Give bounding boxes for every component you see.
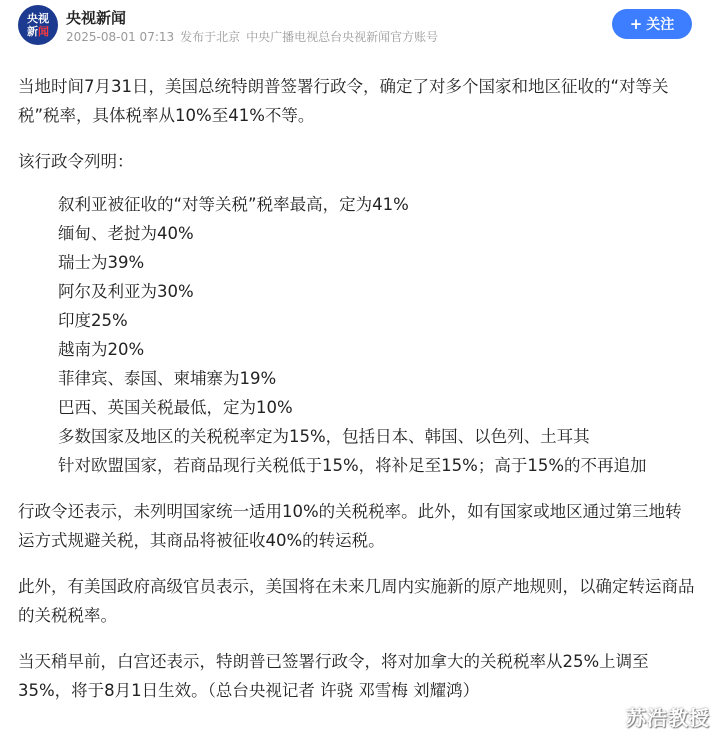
list-item: 印度25% [58,311,128,330]
paragraph-1: 当地时间7月31日，美国总统特朗普签署行政令，确定了对多个国家和地区征收的“对等关税”税率，具体税率从10%至41%不等。 [18,77,669,125]
tariff-list [18,190,698,480]
plus-icon: + [629,15,643,33]
list-item: 巴西、英国关税最低，定为10% [58,398,293,417]
list-item: 针对欧盟国家，若商品现行关税低于15%，将补足至15%；高于15%的不再追加 [58,456,647,475]
post-location: 发布于北京 [180,30,241,44]
article-body [18,72,698,705]
account-name[interactable]: 央视新闻 [66,9,127,27]
follow-button[interactable] [612,9,692,39]
list-item: 阿尔及利亚为30% [58,282,194,301]
post-header [0,0,720,58]
avatar-text-bottom [27,25,49,38]
follow-label: 关注 [646,17,675,33]
list-item: 多数国家及地区的关税税率定为15%，包括日本、韩国、以色列、土耳其 [58,427,590,446]
paragraph-3: 行政令还表示，未列明国家统一适用10%的关税税率。此外，如有国家或地区通过第三地转运方式规避关税，其商品将被征收40%的转运税。 [18,502,682,550]
list-item: 菲律宾、泰国、柬埔寨为19% [58,369,277,388]
list-item: 瑞士为39% [58,253,145,272]
paragraph-5: 当天稍早前，白宫还表示，特朗普已签署行政令，将对加拿大的关税税率从25%上调至35%，将于8月1日生效。（总台央视记者 许骁 邓雪梅 刘耀鸿） [18,652,649,700]
list-item: 缅甸、老挝为40% [58,224,194,243]
post-meta [66,28,444,45]
account-description: 中央广播电视总台央视新闻官方账号 [246,30,439,44]
avatar-text-bottom-left: 新 [27,25,38,38]
post-timestamp: 2025-08-01 07:13 [66,30,175,44]
avatar-text-bottom-right: 闻 [38,25,49,38]
paragraph-2: 该行政令列明： [18,152,134,171]
paragraph-4: 此外，有美国政府高级官员表示，美国将在未来几周内实施新的原产地规则，以确定转运商品的关税税率。 [18,577,695,625]
avatar-text-top: 央视 [27,12,49,25]
avatar[interactable] [18,5,58,45]
list-item: 叙利亚被征收的“对等关税”税率最高，定为41% [58,195,409,214]
list-item: 越南为20% [58,340,145,359]
watermark: 苏浩教授 [626,706,710,730]
